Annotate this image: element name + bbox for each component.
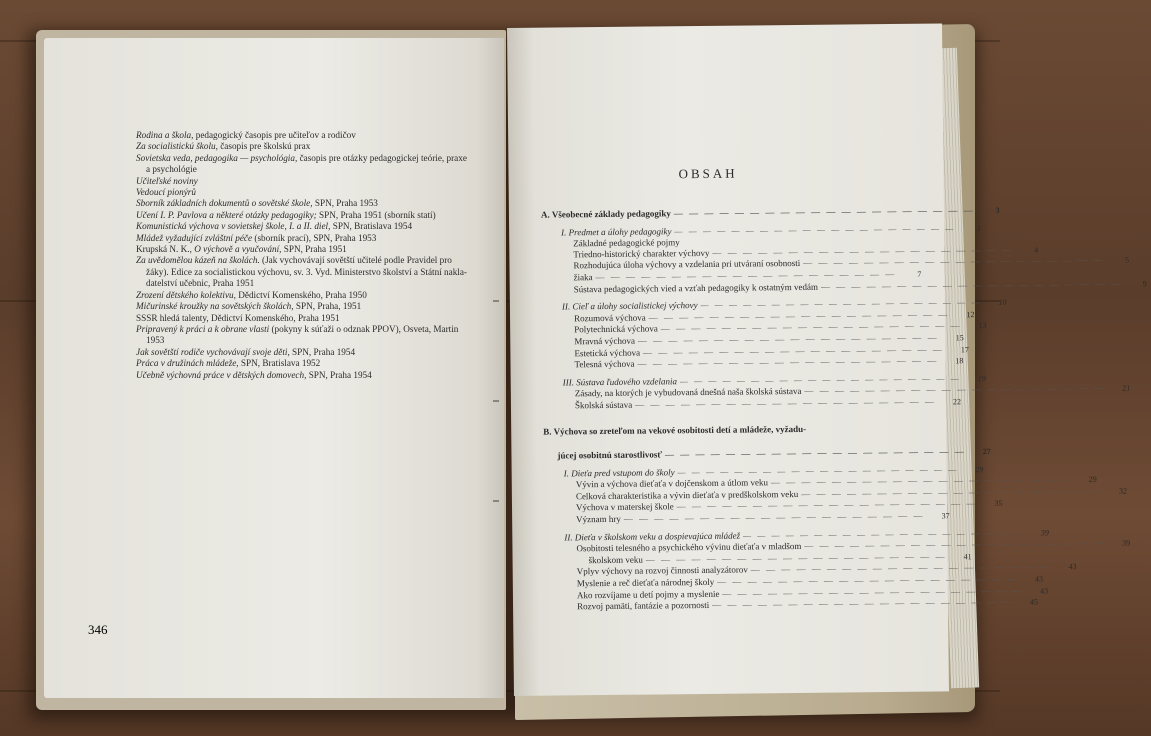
- toc-entry: Vplyv výchovy na rozvoj činnosti analyzátorov — — — — — — — — — — — — — — — — — — — — 43: [576, 561, 1077, 577]
- bibliography-entry: Za socialistickú školu, časopis pre školskú prax: [136, 141, 311, 152]
- bibliography-list: [136, 130, 514, 381]
- bibliography-entry: SSSR hledá talenty, Dědictví Komenského, Praha 1951: [136, 312, 340, 323]
- binding-stitch: [493, 500, 499, 502]
- toc-entry: žiaka — — — — — — — — — — — — — — — — — — — — 7: [573, 268, 922, 283]
- table-of-contents: [540, 205, 1147, 614]
- bibliography-entry: 1953: [146, 335, 165, 346]
- bibliography-entry: Mládež vyžadující zvláštní péče (sborník prací), SPN, Praha 1953: [136, 232, 377, 243]
- toc-entry: školskom veku — — — — — — — — — — — — — — — — — — — — 41: [588, 551, 972, 566]
- toc-entry: Polytechnická výchova — — — — — — — — — — — — — — — — — — — — 13: [574, 320, 987, 335]
- toc-entry: Rozumová výchova — — — — — — — — — — — — — — — — — — — — 12: [573, 309, 975, 324]
- bibliography-entry: Jak sovětští rodiče vychovávají svoje děti, SPN, Praha 1954: [136, 346, 356, 357]
- toc-entry: Výchova v materskej škole — — — — — — — — — — — — — — — — — — — — 35: [575, 498, 1003, 513]
- contents-heading: OBSAH: [678, 165, 738, 182]
- toc-entry: Triedno-historický charakter výchovy — — — — — — — — — — — — — — — — — — — — 4: [573, 244, 1039, 260]
- toc-entry: B. Výchova so zreteľom na vekové osobitosti detí a mládeže, vyžadu-: [543, 423, 807, 437]
- toc-entry: Sústava pedagogických vied a vzťah pedagogiky k ostatným vedám — — — — — — — — — — — — — — — — — — — — 9: [573, 278, 1147, 294]
- bibliography-entry: Učení I. P. Pavlova a některé otázky pedagogiky; SPN, Praha 1951 (sborník statí): [136, 209, 436, 220]
- bibliography-entry: Vedoucí pionýrů: [136, 187, 196, 198]
- toc-entry: Osobitosti telesného a psychického vývinu dieťaťa v mladšom — — — — — — — — — — — — — — — — — — — — 39: [576, 538, 1131, 554]
- binding-stitch: [493, 400, 499, 402]
- toc-entry: Základné pedagogické pojmy: [573, 237, 680, 249]
- bibliography-entry: Pripravený k práci a k obrane vlasti (pokyny k súťaži o odznak PPOV), Osveta, Martin: [136, 323, 459, 334]
- toc-entry: júcej osobitnú starostlivosť — — — — — — — — — — — — — — — — — — — — 27: [557, 446, 991, 461]
- page-number: 346: [88, 622, 108, 637]
- bibliography-entry: žáky). Edice za socialistickou výchovu, sv. 3. Vyd. Ministerstvo školství a Státní nakla-: [146, 266, 467, 277]
- left-page: [44, 38, 504, 698]
- toc-entry: I. Dieťa pred vstupom do školy — — — — — — — — — — — — — — — — — — — — 29: [563, 463, 984, 479]
- bibliography-entry: Sborník základních dokumentů o sovětské škole, SPN, Praha 1953: [136, 198, 378, 209]
- bibliography-entry: Sovietska veda, pedagogika — psychológia, časopis pre otázky pedagogickej teórie, praxe: [136, 152, 467, 163]
- toc-entry: Telesná výchova — — — — — — — — — — — — — — — — — — — — 18: [574, 355, 964, 370]
- toc-entry: Ako rozvíjame u detí pojmy a myslenie — — — — — — — — — — — — — — — — — — — — 43: [576, 585, 1049, 600]
- bibliography-entry: Komunistická výchova v sovietskej škole, I. a II. diel, SPN, Bratislava 1954: [136, 221, 413, 232]
- toc-entry: Celková charakteristika a vývin dieťaťa v predškolskom veku — — — — — — — — — — — — — — — — — — — — 32: [575, 485, 1128, 502]
- bibliography-entry: Práca v družinách mládeže, SPN, Bratislava 1952: [136, 358, 321, 369]
- toc-entry: II. Cieľ a úlohy socialistickej výchovy — — — — — — — — — — — — — — — — — — — — 10: [561, 297, 1007, 312]
- bibliography-entry: Zrození dětského kolektivu, Dědictví Komenského, Praha 1950: [136, 289, 367, 300]
- toc-entry: III. Sústava ľudového vzdelania — — — — — — — — — — — — — — — — — — — — 19: [562, 372, 986, 388]
- bibliography-entry: Učebně výchovná práce v dětských domovech, SPN, Praha 1954: [136, 369, 372, 380]
- bibliography-entry: Za uvědomělou kázeň na školách. (Jak vychovávají sovětští učitelé podle Pravidel pro: [136, 255, 452, 266]
- toc-entry: Školská sústava — — — — — — — — — — — — — — — — — — — — 22: [574, 396, 961, 411]
- bibliography-entry: datelství učebnic, Praha 1951: [146, 278, 255, 289]
- bibliography-entry: Mičurinské kroužky na sovětských školách, SPN, Praha, 1951: [136, 301, 362, 312]
- bibliography-entry: a psychológie: [146, 164, 197, 175]
- bibliography-entry: Rodina a škola, pedagogický časopis pre učiteľov a rodičov: [136, 130, 356, 140]
- toc-entry: Význam hry — — — — — — — — — — — — — — — — — — — — 37: [576, 510, 950, 525]
- toc-entry: Vývin a výchova dieťaťa v dojčenskom a útlom veku — — — — — — — — — — — — — — — — — — — — 29: [575, 474, 1097, 490]
- toc-entry: II. Dieťa v školskom veku a dospievajúca mládež — — — — — — — — — — — — — — — — — — — — 39: [564, 527, 1049, 543]
- toc-entry: I. Predmet a úlohy pedagogiky — — — — — — — — — — — — — — — — — — — — 3: [561, 222, 981, 238]
- right-page: [507, 23, 1147, 696]
- toc-entry: Myslenie a reč dieťaťa národnej školy — — — — — — — — — — — — — — — — — — — — 43: [576, 573, 1043, 589]
- bibliography-entry: Krupská N. K., O výchově a vyučování, SPN, Praha 1951: [136, 244, 347, 255]
- bibliography-entry: Učiteľské noviny: [136, 175, 198, 186]
- toc-entry: Estetická výchova — — — — — — — — — — — — — — — — — — — — 17: [574, 343, 969, 358]
- toc-entry: Rozhodujúca úloha výchovy a vzdelania pri utváraní osobnosti — — — — — — — — — — — — — — — — — — — — 5: [573, 255, 1129, 271]
- toc-entry: Zásady, na ktorých je vybudovaná dnešná naša školská sústava — — — — — — — — — — — — — — — — — — — — 21: [574, 383, 1131, 399]
- toc-entry: A. Všeobecné základy pedagogiky — — — — — — — — — — — — — — — — — — — — 3: [540, 205, 1000, 220]
- toc-entry: Mravná výchova — — — — — — — — — — — — — — — — — — — — 15: [574, 332, 964, 347]
- binding-stitch: [493, 300, 499, 302]
- toc-entry: Rozvoj pamäti, fantázie a pozornosti — — — — — — — — — — — — — — — — — — — — 45: [577, 596, 1039, 612]
